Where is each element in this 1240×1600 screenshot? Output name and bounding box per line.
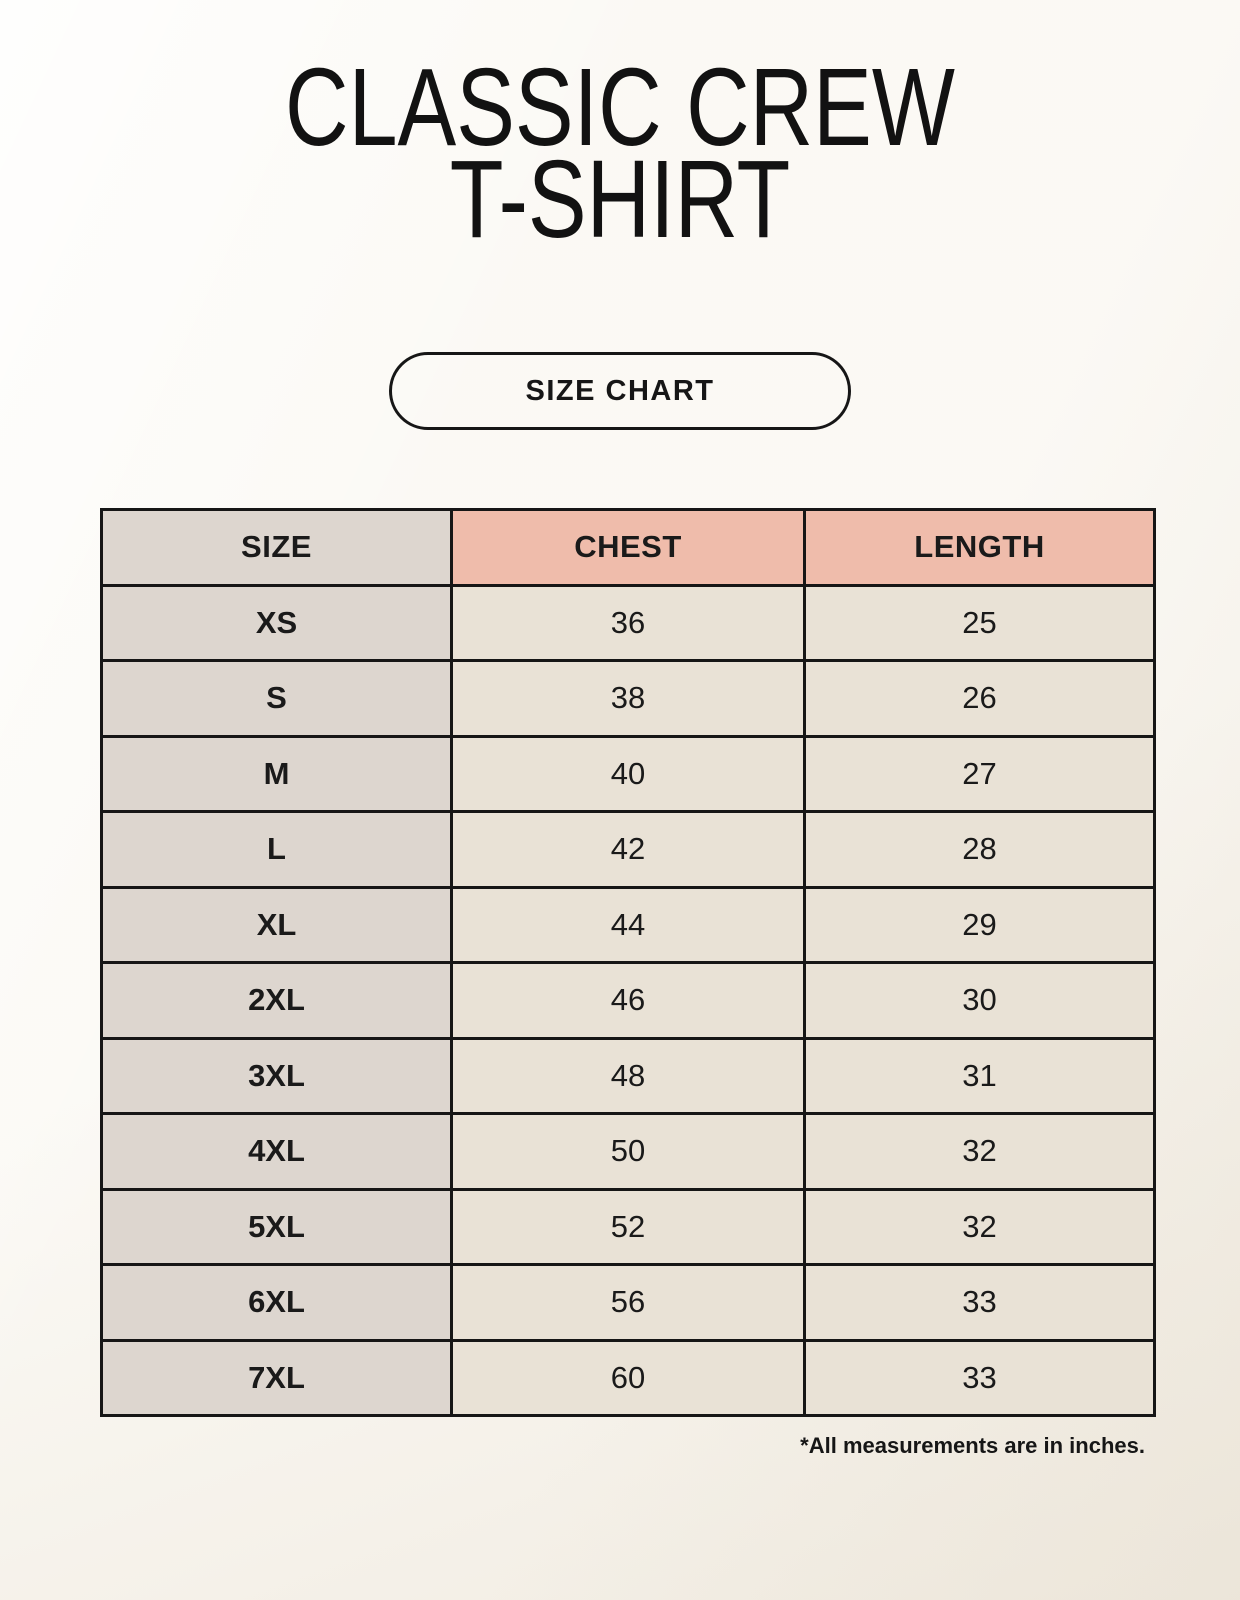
header-cell-chest: CHEST xyxy=(452,510,805,586)
size-label-cell: 6XL xyxy=(102,1265,452,1341)
table-row xyxy=(102,963,1155,1039)
page-title-line-2: T-SHIRT xyxy=(449,138,791,261)
chest-value-cell: 46 xyxy=(452,963,805,1039)
table-row xyxy=(102,812,1155,888)
page-title-line-1: CLASSIC CREW xyxy=(285,46,955,169)
length-value-cell: 32 xyxy=(805,1189,1155,1265)
length-value-cell: 33 xyxy=(805,1265,1155,1341)
size-table-body xyxy=(102,585,1155,1416)
chest-value-cell: 48 xyxy=(452,1038,805,1114)
chest-value-cell: 50 xyxy=(452,1114,805,1190)
table-row xyxy=(102,585,1155,661)
chest-value-cell: 60 xyxy=(452,1340,805,1416)
size-chart-button-wrap xyxy=(0,352,1240,430)
chest-value-cell: 40 xyxy=(452,736,805,812)
size-table-header xyxy=(102,510,1155,586)
table-row xyxy=(102,1038,1155,1114)
size-chart-button[interactable]: SIZE CHART xyxy=(389,352,851,430)
chest-value-cell: 56 xyxy=(452,1265,805,1341)
header-cell-length: LENGTH xyxy=(805,510,1155,586)
size-table xyxy=(100,508,1156,1417)
table-row xyxy=(102,1265,1155,1341)
length-value-cell: 30 xyxy=(805,963,1155,1039)
length-value-cell: 32 xyxy=(805,1114,1155,1190)
size-label-cell: 3XL xyxy=(102,1038,452,1114)
size-label-cell: 7XL xyxy=(102,1340,452,1416)
size-label-cell: XL xyxy=(102,887,452,963)
length-value-cell: 26 xyxy=(805,661,1155,737)
chest-value-cell: 36 xyxy=(452,585,805,661)
chest-value-cell: 52 xyxy=(452,1189,805,1265)
page-title xyxy=(124,0,1116,261)
size-label-cell: M xyxy=(102,736,452,812)
header-row xyxy=(102,510,1155,586)
table-row xyxy=(102,1340,1155,1416)
size-label-cell: L xyxy=(102,812,452,888)
size-label-cell: 2XL xyxy=(102,963,452,1039)
chest-value-cell: 44 xyxy=(452,887,805,963)
length-value-cell: 25 xyxy=(805,585,1155,661)
length-value-cell: 31 xyxy=(805,1038,1155,1114)
size-label-cell: 4XL xyxy=(102,1114,452,1190)
size-label-cell: 5XL xyxy=(102,1189,452,1265)
table-row xyxy=(102,1189,1155,1265)
chest-value-cell: 42 xyxy=(452,812,805,888)
length-value-cell: 29 xyxy=(805,887,1155,963)
length-value-cell: 27 xyxy=(805,736,1155,812)
length-value-cell: 28 xyxy=(805,812,1155,888)
table-row xyxy=(102,736,1155,812)
table-row xyxy=(102,887,1155,963)
size-label-cell: S xyxy=(102,661,452,737)
table-row xyxy=(102,1114,1155,1190)
measurements-footnote: *All measurements are in inches. xyxy=(800,1433,1145,1458)
length-value-cell: 33 xyxy=(805,1340,1155,1416)
chest-value-cell: 38 xyxy=(452,661,805,737)
table-row xyxy=(102,661,1155,737)
size-label-cell: XS xyxy=(102,585,452,661)
header-cell-size: SIZE xyxy=(102,510,452,586)
